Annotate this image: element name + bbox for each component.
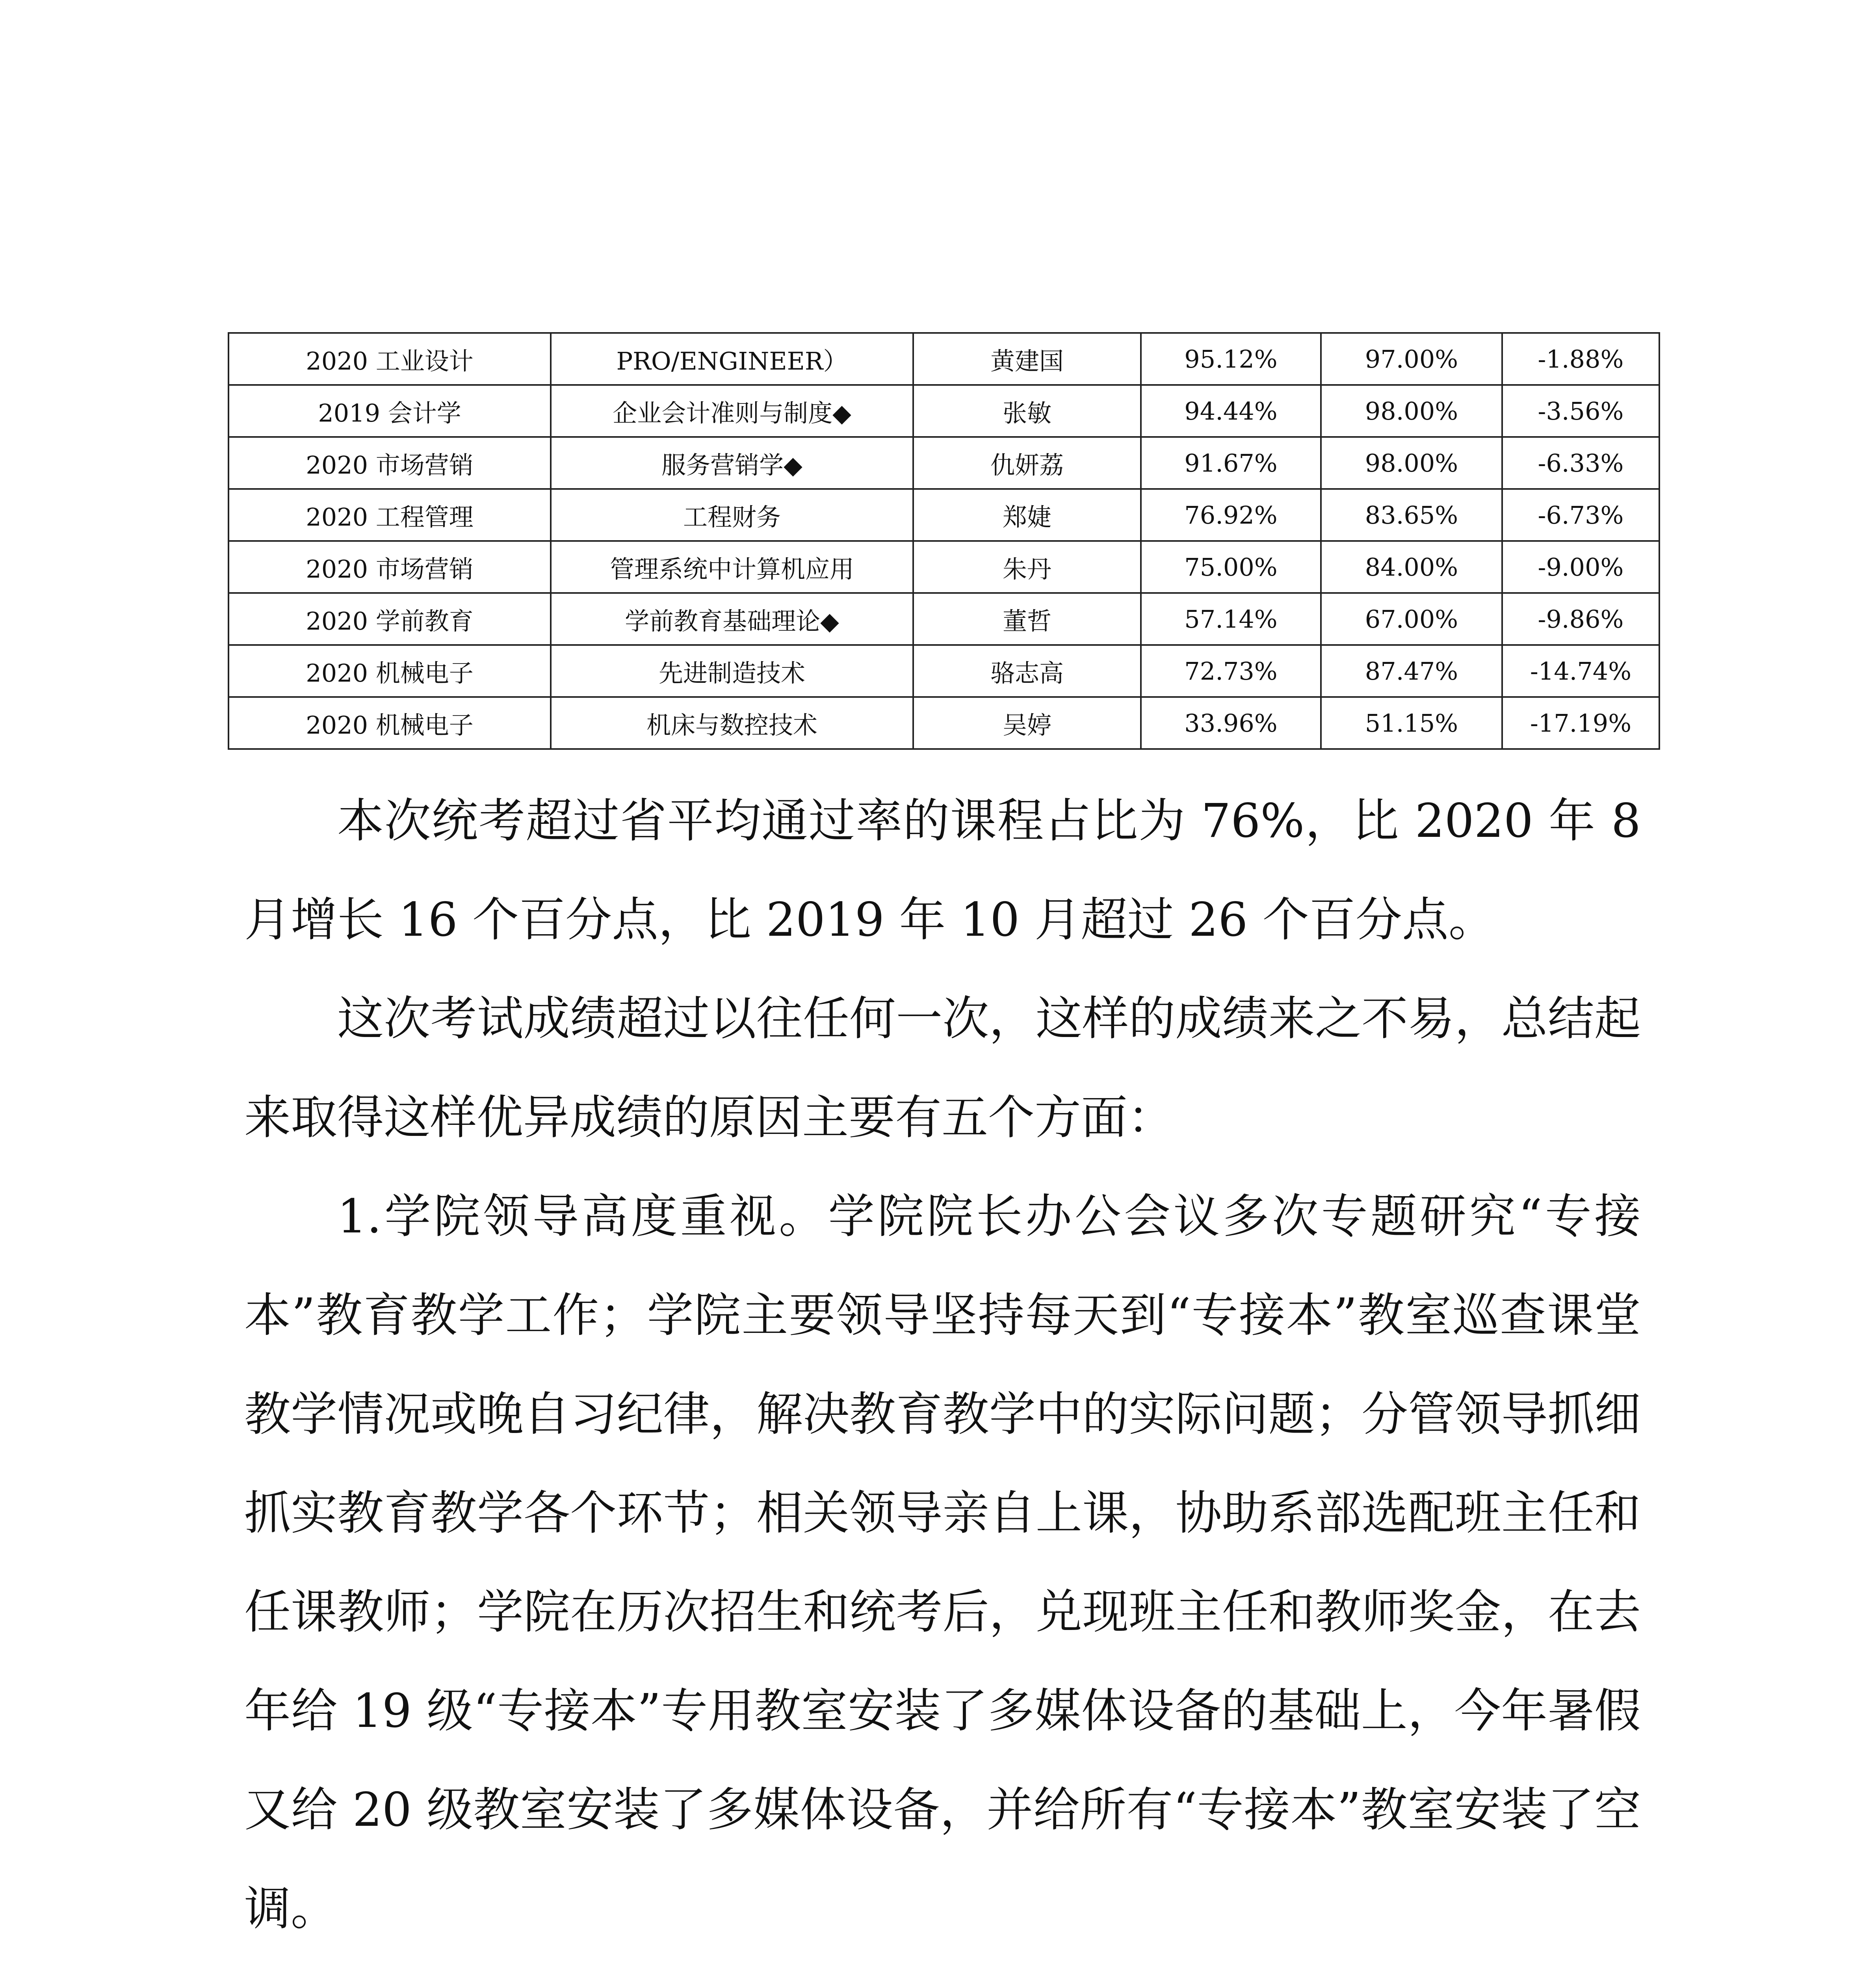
course-cell: 服务营销学◆ bbox=[551, 437, 913, 489]
course-cell: 工程财务 bbox=[551, 489, 913, 541]
teacher-cell: 骆志高 bbox=[913, 645, 1141, 697]
difference-cell: -17.19% bbox=[1502, 697, 1659, 749]
table-row bbox=[228, 697, 1659, 749]
difference-cell: -1.88% bbox=[1502, 333, 1659, 385]
teacher-cell: 吴婷 bbox=[913, 697, 1141, 749]
difference-cell: -9.00% bbox=[1502, 541, 1659, 593]
class-cell: 2020 学前教育 bbox=[228, 593, 551, 645]
province-rate-cell: 84.00% bbox=[1321, 541, 1502, 593]
class-cell: 2020 工业设计 bbox=[228, 333, 551, 385]
province-rate-cell: 98.00% bbox=[1321, 437, 1502, 489]
table-row bbox=[228, 333, 1659, 385]
class-cell: 2019 会计学 bbox=[228, 385, 551, 437]
pass-rate-cell: 75.00% bbox=[1141, 541, 1321, 593]
course-cell: 先进制造技术 bbox=[551, 645, 913, 697]
teacher-cell: 郑婕 bbox=[913, 489, 1141, 541]
teacher-cell: 仇妍荔 bbox=[913, 437, 1141, 489]
teacher-cell: 董哲 bbox=[913, 593, 1141, 645]
province-rate-cell: 98.00% bbox=[1321, 385, 1502, 437]
difference-cell: -6.33% bbox=[1502, 437, 1659, 489]
pass-rate-cell: 33.96% bbox=[1141, 697, 1321, 749]
pass-rate-cell: 94.44% bbox=[1141, 385, 1321, 437]
class-cell: 2020 市场营销 bbox=[228, 437, 551, 489]
course-cell: PRO/ENGINEER） bbox=[551, 333, 913, 385]
table-row bbox=[228, 541, 1659, 593]
teacher-cell: 朱丹 bbox=[913, 541, 1141, 593]
paragraph: 这次考试成绩超过以往任何一次，这样的成绩来之不易，总结起来取得这样优异成绩的原因主要有五个方面： bbox=[244, 991, 1641, 1145]
table-row bbox=[228, 593, 1659, 645]
difference-cell: -9.86% bbox=[1502, 593, 1659, 645]
province-rate-cell: 67.00% bbox=[1321, 593, 1502, 645]
difference-cell: -6.73% bbox=[1502, 489, 1659, 541]
class-cell: 2020 市场营销 bbox=[228, 541, 551, 593]
course-cell: 管理系统中计算机应用 bbox=[551, 541, 913, 593]
table-row bbox=[228, 645, 1659, 697]
difference-cell: -3.56% bbox=[1502, 385, 1659, 437]
province-rate-cell: 51.15% bbox=[1321, 697, 1502, 749]
table-row bbox=[228, 489, 1659, 541]
teacher-cell: 黄建国 bbox=[913, 333, 1141, 385]
paragraph: 1.学院领导高度重视。学院院长办公会议多次专题研究“专接本”教育教学工作；学院主要领导坚持每天到“专接本”教室巡查课堂教学情况或晚自习纪律，解决教育教学中的实际问题；分管领导抓细抓实教育教学各个环节；相关领导亲自上课，协助系部选配班主任和任课教师；学院在历次招生和统考后，兑现班主任和教师奖金，在去年给 19 级“专接本”专用教室安装了多媒体设备的基础上，今年暑假又给 20 级教室安装了多媒体设备，并给所有“专接本”教室安装了空调。 bbox=[244, 1189, 1641, 1936]
province-rate-cell: 87.47% bbox=[1321, 645, 1502, 697]
province-rate-cell: 83.65% bbox=[1321, 489, 1502, 541]
results-table-body bbox=[228, 333, 1659, 749]
results-table bbox=[228, 332, 1660, 750]
class-cell: 2020 机械电子 bbox=[228, 645, 551, 697]
pass-rate-cell: 95.12% bbox=[1141, 333, 1321, 385]
course-cell: 机床与数控技术 bbox=[551, 697, 913, 749]
teacher-cell: 张敏 bbox=[913, 385, 1141, 437]
pass-rate-cell: 57.14% bbox=[1141, 593, 1321, 645]
pass-rate-cell: 91.67% bbox=[1141, 437, 1321, 489]
table-row bbox=[228, 437, 1659, 489]
class-cell: 2020 机械电子 bbox=[228, 697, 551, 749]
class-cell: 2020 工程管理 bbox=[228, 489, 551, 541]
paragraph: 本次统考超过省平均通过率的课程占比为 76%，比 2020 年 8 月增长 16 个百分点，比 2019 年 10 月超过 26 个百分点。 bbox=[244, 794, 1641, 947]
paragraph bbox=[244, 1958, 1641, 1970]
table-row bbox=[228, 385, 1659, 437]
course-cell: 企业会计准则与制度◆ bbox=[551, 385, 913, 437]
course-cell: 学前教育基础理论◆ bbox=[551, 593, 913, 645]
pass-rate-cell: 72.73% bbox=[1141, 645, 1321, 697]
difference-cell: -14.74% bbox=[1502, 645, 1659, 697]
body-text bbox=[244, 771, 1641, 1970]
province-rate-cell: 97.00% bbox=[1321, 333, 1502, 385]
pass-rate-cell: 76.92% bbox=[1141, 489, 1321, 541]
